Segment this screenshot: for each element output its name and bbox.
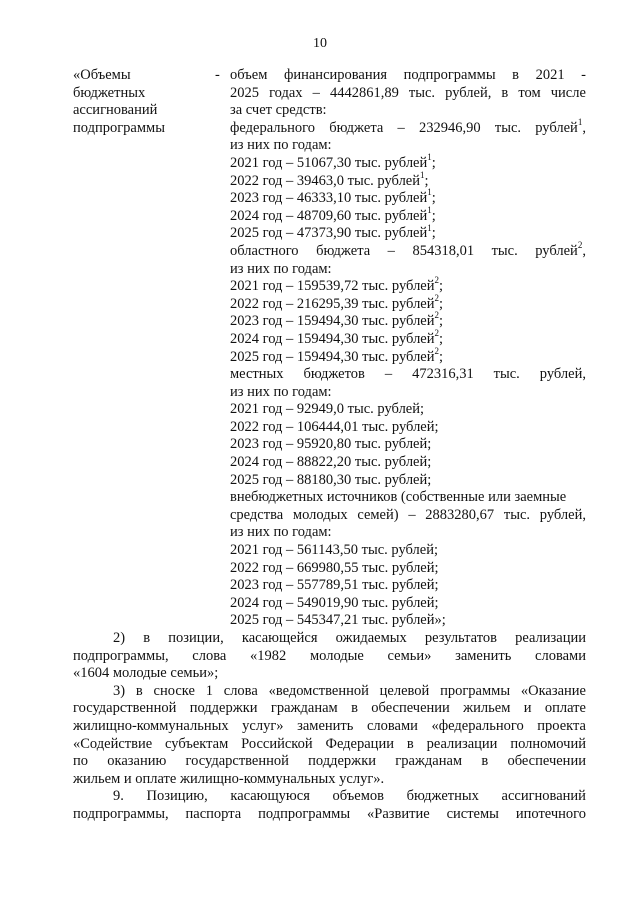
word: «Содействие — [73, 735, 153, 752]
word: паспорта — [185, 805, 242, 822]
word: – — [384, 366, 393, 383]
label-line: «Объемы — [73, 67, 131, 83]
footnote-mark: 1 — [427, 187, 432, 198]
extrabudget-line-1: внебюджетных источников (собственные или заемные — [230, 489, 567, 506]
year-amount-line: 2024 год – 88822,20 тыс. рублей; — [230, 454, 432, 471]
word: федерального — [230, 119, 315, 136]
word: семей) — [357, 506, 399, 523]
word: государственной — [185, 753, 289, 770]
word: 472316,31 — [412, 366, 474, 383]
footnote-mark: 2 — [434, 345, 440, 356]
year-amount-line: 2021 год – 159539,72 тыс. рублей$^2$; — [230, 275, 444, 295]
word: рублей, — [539, 366, 586, 383]
word: 2) — [113, 630, 126, 646]
paragraph-3-line — [73, 718, 586, 736]
word: – — [387, 242, 395, 259]
word: слова — [223, 682, 258, 699]
by-years-label: из них по годам: — [230, 383, 332, 400]
paragraph-3-line — [73, 683, 586, 701]
word: в — [351, 700, 358, 717]
label-line: ассигнований — [73, 102, 158, 118]
word: тыс. — [493, 366, 520, 383]
year-amount-line: 2022 год – 216295,39 тыс. рублей$^2$; — [230, 292, 444, 312]
local-budget-line — [230, 366, 586, 384]
word: 854318,01 — [412, 242, 475, 259]
year-amount-line: 2024 год – 48709,60 тыс. рублей$^1$; — [230, 204, 436, 224]
word: программы — [440, 682, 511, 699]
word: молодые — [309, 647, 364, 664]
paragraph-3-line — [73, 736, 586, 754]
word: реализации — [426, 735, 498, 752]
word: бюджетов — [303, 366, 365, 383]
word: услуг» — [242, 717, 284, 734]
extrabudget-years-list — [230, 542, 586, 630]
paragraph-2-line — [73, 630, 586, 648]
word: «ведомственной — [268, 682, 369, 699]
year-amount-line: 2025 год – 545347,21 тыс. рублей»; — [230, 612, 446, 629]
word: – — [408, 506, 416, 523]
word: позиции, — [168, 630, 224, 646]
word: Федерации — [325, 735, 394, 752]
word: жильем — [463, 700, 511, 717]
word: тыс. — [491, 242, 518, 259]
word: 4442861,89 — [329, 84, 399, 101]
regional-years-list — [230, 275, 586, 366]
footnote-mark: 1 — [427, 222, 432, 233]
word: ассигнований — [501, 788, 586, 805]
financing-block — [230, 67, 586, 630]
word: жилищно-коммунальных — [73, 717, 229, 734]
word: ожидаемых — [335, 630, 407, 646]
word: слова — [192, 647, 227, 664]
federal-budget-line — [230, 116, 586, 138]
word: словами — [366, 717, 418, 734]
word: в — [135, 682, 143, 699]
word: бюджетных — [406, 788, 479, 805]
word: гражданам — [270, 700, 338, 717]
footnote-mark: 2 — [434, 328, 440, 339]
word: том — [518, 84, 541, 101]
word: «Оказание — [520, 682, 586, 699]
word: областного — [230, 242, 299, 259]
word: числе — [550, 84, 586, 101]
year-amount-line: 2023 год – 159494,30 тыс. рублей$^2$; — [230, 310, 444, 330]
year-amount-line: 2025 год – 88180,30 тыс. рублей; — [230, 471, 432, 488]
word: годах — [269, 84, 303, 101]
word: 2025 — [230, 84, 259, 101]
year-amount-line: 2025 год – 159494,30 тыс. рублей$^2$; — [230, 345, 444, 365]
word: тыс. — [408, 84, 436, 101]
word: проекта — [537, 717, 586, 734]
word: подпрограммы, — [73, 647, 169, 664]
year-amount-line: 2022 год – 669980,55 тыс. рублей; — [230, 559, 439, 576]
word: обеспечении — [507, 753, 586, 770]
word: результатов — [424, 630, 497, 646]
word: рублей$^1$, — [535, 116, 586, 136]
footnote-mark: 1 — [577, 116, 583, 127]
paragraph-2-line — [73, 648, 586, 666]
budget-label — [73, 67, 213, 137]
year-amount-line: 2023 год – 46333,10 тыс. рублей$^1$; — [230, 187, 436, 207]
word: в — [406, 735, 414, 752]
word: заменить — [297, 717, 354, 734]
footnote-mark: 1 — [427, 152, 432, 163]
footnote-mark: 2 — [434, 275, 440, 286]
paragraph-3-line — [73, 753, 586, 771]
word: гражданам — [395, 753, 463, 770]
label-line: подпрограммы — [73, 119, 165, 136]
word: реализации — [515, 630, 586, 646]
financing-intro-line-3: за счет средств: — [230, 102, 327, 119]
word: подпрограммы — [403, 67, 496, 83]
paragraph-3-line: жильем и оплате жилищно-коммунальных услуг». — [73, 770, 385, 787]
footnote-mark: 2 — [577, 240, 583, 251]
by-years-label: из них по годам: — [230, 524, 332, 541]
federal-years-list — [230, 152, 586, 243]
word: в — [481, 753, 489, 770]
by-years-label: из них по годам: — [230, 137, 332, 154]
word: поддержки — [189, 700, 258, 717]
word: – — [397, 119, 405, 136]
word: системы — [446, 805, 499, 822]
by-years-label: из них по годам: — [230, 260, 332, 277]
word: подпрограммы, — [73, 805, 169, 822]
word: объем — [230, 67, 268, 83]
word: «федерального — [431, 717, 524, 734]
label-dash: - — [215, 67, 220, 83]
word: бюджета — [329, 119, 384, 136]
word: местных — [230, 366, 284, 383]
year-amount-line: 2022 год – 39463,0 тыс. рублей$^1$; — [230, 169, 429, 189]
year-amount-line: 2025 год – 47373,90 тыс. рублей$^1$; — [230, 222, 436, 242]
word: молодых — [292, 506, 348, 523]
word: касающейся — [241, 630, 318, 646]
word: рублей$^2$, — [535, 240, 586, 259]
word: - — [581, 67, 586, 83]
word: 2021 — [535, 67, 565, 83]
year-amount-line: 2021 год – 92949,0 тыс. рублей; — [230, 401, 425, 418]
financing-intro-line-1 — [230, 67, 586, 85]
year-amount-line: 2021 год – 51067,30 тыс. рублей$^1$; — [230, 152, 436, 171]
year-amount-line: 2023 год – 557789,51 тыс. рублей; — [230, 577, 439, 594]
word: бюджета — [316, 242, 371, 259]
word: сноске — [153, 682, 195, 699]
word: объемов — [332, 788, 385, 805]
word: – — [312, 84, 320, 101]
word: ипотечного — [515, 805, 586, 822]
word: тыс. — [503, 506, 531, 523]
word: рублей, — [539, 506, 586, 523]
regional-budget-line — [230, 240, 586, 261]
word: субъектам — [165, 735, 229, 752]
financing-intro-line-2 — [230, 85, 586, 103]
word: обеспечении — [371, 700, 450, 717]
year-amount-line: 2021 год – 561143,50 тыс. рублей; — [230, 542, 438, 559]
word: оказанию — [107, 753, 167, 770]
year-amount-line: 2024 год – 159494,30 тыс. рублей$^2$; — [230, 328, 444, 347]
word: рублей, — [445, 84, 492, 101]
footnote-mark: 2 — [434, 292, 440, 303]
word: по — [73, 753, 89, 770]
year-amount-line: 2024 год – 549019,90 тыс. рублей; — [230, 594, 439, 611]
paragraph-9-line — [73, 806, 586, 824]
word: в — [501, 84, 509, 101]
word: 9. — [113, 788, 124, 805]
year-amount-line: 2023 год – 95920,80 тыс. рублей; — [230, 436, 432, 453]
paragraph-3-line — [73, 700, 586, 718]
paragraph-2-line: «1604 молодые семьи»; — [73, 665, 219, 682]
word: 3) — [113, 682, 126, 699]
word: «Развитие — [367, 805, 430, 822]
footnote-mark: 2 — [434, 310, 440, 321]
page-number: 10 — [313, 36, 327, 51]
word: в — [512, 67, 519, 83]
word: 1 — [205, 682, 213, 699]
word: и — [523, 700, 532, 717]
word: тыс. — [494, 119, 521, 136]
word: оплате — [544, 700, 586, 717]
label-line: бюджетных — [73, 84, 146, 101]
word: словами — [535, 647, 586, 664]
word: полномочий — [510, 735, 586, 752]
year-amount-line: 2022 год – 106444,01 тыс. рублей; — [230, 418, 439, 435]
word: 2883280,67 — [425, 506, 495, 523]
word: касающуюся — [230, 788, 310, 805]
word: средства — [230, 506, 284, 523]
word: заменить — [455, 647, 512, 664]
footnote-mark: 1 — [427, 204, 432, 215]
word: 232946,90 — [419, 119, 481, 136]
extrabudget-line-2 — [230, 507, 586, 525]
amendments-text — [73, 630, 586, 824]
word: государственной — [73, 700, 177, 717]
local-years-list — [230, 401, 586, 489]
word: Позицию, — [146, 788, 208, 805]
word: поддержки — [308, 753, 376, 770]
word: «1982 — [250, 647, 287, 664]
footnote-mark: 1 — [420, 169, 425, 180]
word: в — [143, 630, 151, 646]
word: семьи» — [387, 647, 432, 664]
word: целевой — [379, 682, 430, 699]
paragraph-9-line — [73, 788, 586, 806]
word: подпрограммы — [258, 805, 351, 822]
word: Российской — [241, 735, 313, 752]
word: финансирования — [283, 67, 388, 83]
